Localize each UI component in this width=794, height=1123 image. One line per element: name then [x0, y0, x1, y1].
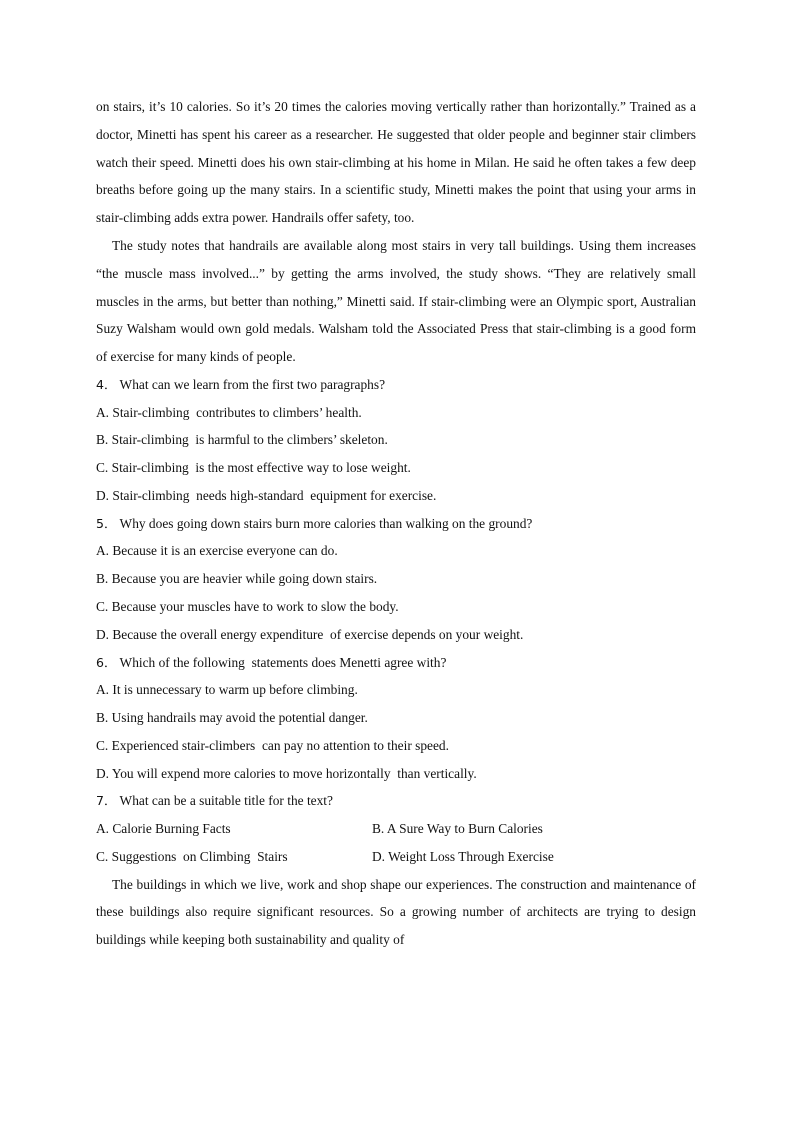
question-6-option-d: D. You will expend more calories to move horizontally than vertically. — [96, 765, 477, 781]
question-4-option-a: A. Stair-climbing contributes to climbers’ health. — [96, 404, 362, 420]
question-number: 4． — [96, 376, 117, 392]
question-5-option-b: B. Because you are heavier while going down stairs. — [96, 571, 378, 587]
question-number: 7． — [96, 793, 117, 809]
question-4-option-b: B. Stair-climbing is harmful to the climbers’ skeleton. — [96, 432, 388, 448]
question-7-option-d: D. Weight Loss Through Exercise — [372, 848, 554, 864]
question-4-option-d: D. Stair-climbing needs high-standard equipment for exercise. — [96, 487, 437, 503]
question-5 — [96, 510, 696, 538]
question-6 — [96, 649, 696, 677]
question-7-option-a: A. Calorie Burning Facts — [96, 820, 231, 836]
question-5-option-a: A. Because it is an exercise everyone can do. — [96, 543, 338, 559]
question-6-option-c: C. Experienced stair-climbers can pay no attention to their speed. — [96, 737, 449, 753]
question-7-option-c: C. Suggestions on Climbing Stairs — [96, 848, 288, 864]
paragraph-buildings: The buildings in which we live, work and shop shape our experiences. The construction and maintenance of these buildings also require significant resources. So a growing number of architects are trying to design buildings while keeping both sustainability and quality of — [96, 876, 696, 948]
question-5-option-c: C. Because your muscles have to work to slow the body. — [96, 598, 399, 614]
paragraph-stair-calories: on stairs, it’s 10 calories. So it’s 20 times the calories moving vertically rather than horizontally.” Trained as a doctor, Minetti has spent his career as a researcher. He suggested that older people and beginner stair climbers watch their speed. Minetti does his own stair-climbing at his home in Milan. He said he often takes a few deep breaths before going up the many stairs. In a scientific study, Minetti makes the point that using your arms in stair-climbing adds extra power. Handrails offer safety, too. — [96, 99, 696, 226]
question-7-option-b: B. A Sure Way to Burn Calories — [372, 820, 543, 836]
question-6-option-b: B. Using handrails may avoid the potential danger. — [96, 709, 368, 725]
question-number: 6． — [96, 654, 117, 670]
question-text: What can be a suitable title for the text? — [116, 793, 333, 809]
document-content — [96, 93, 696, 954]
paragraph-handrails: The study notes that handrails are available along most stairs in very tall buildings. Using them increases “the muscle mass involved...” by getting the arms involved, the study shows. “They are relatively small muscles in the arms, but better than nothing,” Minetti said. If stair-climbing were an Olympic sport, Australian Suzy Walsham would own gold medals. Walsham told the Associated Press that stair-climbing is a good form of exercise for many kinds of people. — [96, 237, 696, 365]
question-number: 5． — [96, 515, 117, 531]
question-4-option-c: C. Stair-climbing is the most effective way to lose weight. — [96, 460, 411, 476]
question-7-options-row-1 — [96, 815, 696, 843]
question-7 — [96, 787, 696, 815]
question-5-option-d: D. Because the overall energy expenditure of exercise depends on your weight. — [96, 626, 524, 642]
question-7-options-row-2 — [96, 843, 696, 871]
question-text: Which of the following statements does Menetti agree with? — [116, 654, 447, 670]
question-6-option-a: A. It is unnecessary to warm up before climbing. — [96, 682, 358, 698]
question-text: Why does going down stairs burn more calories than walking on the ground? — [116, 515, 533, 531]
question-4 — [96, 371, 696, 399]
question-text: What can we learn from the first two paragraphs? — [116, 376, 386, 392]
